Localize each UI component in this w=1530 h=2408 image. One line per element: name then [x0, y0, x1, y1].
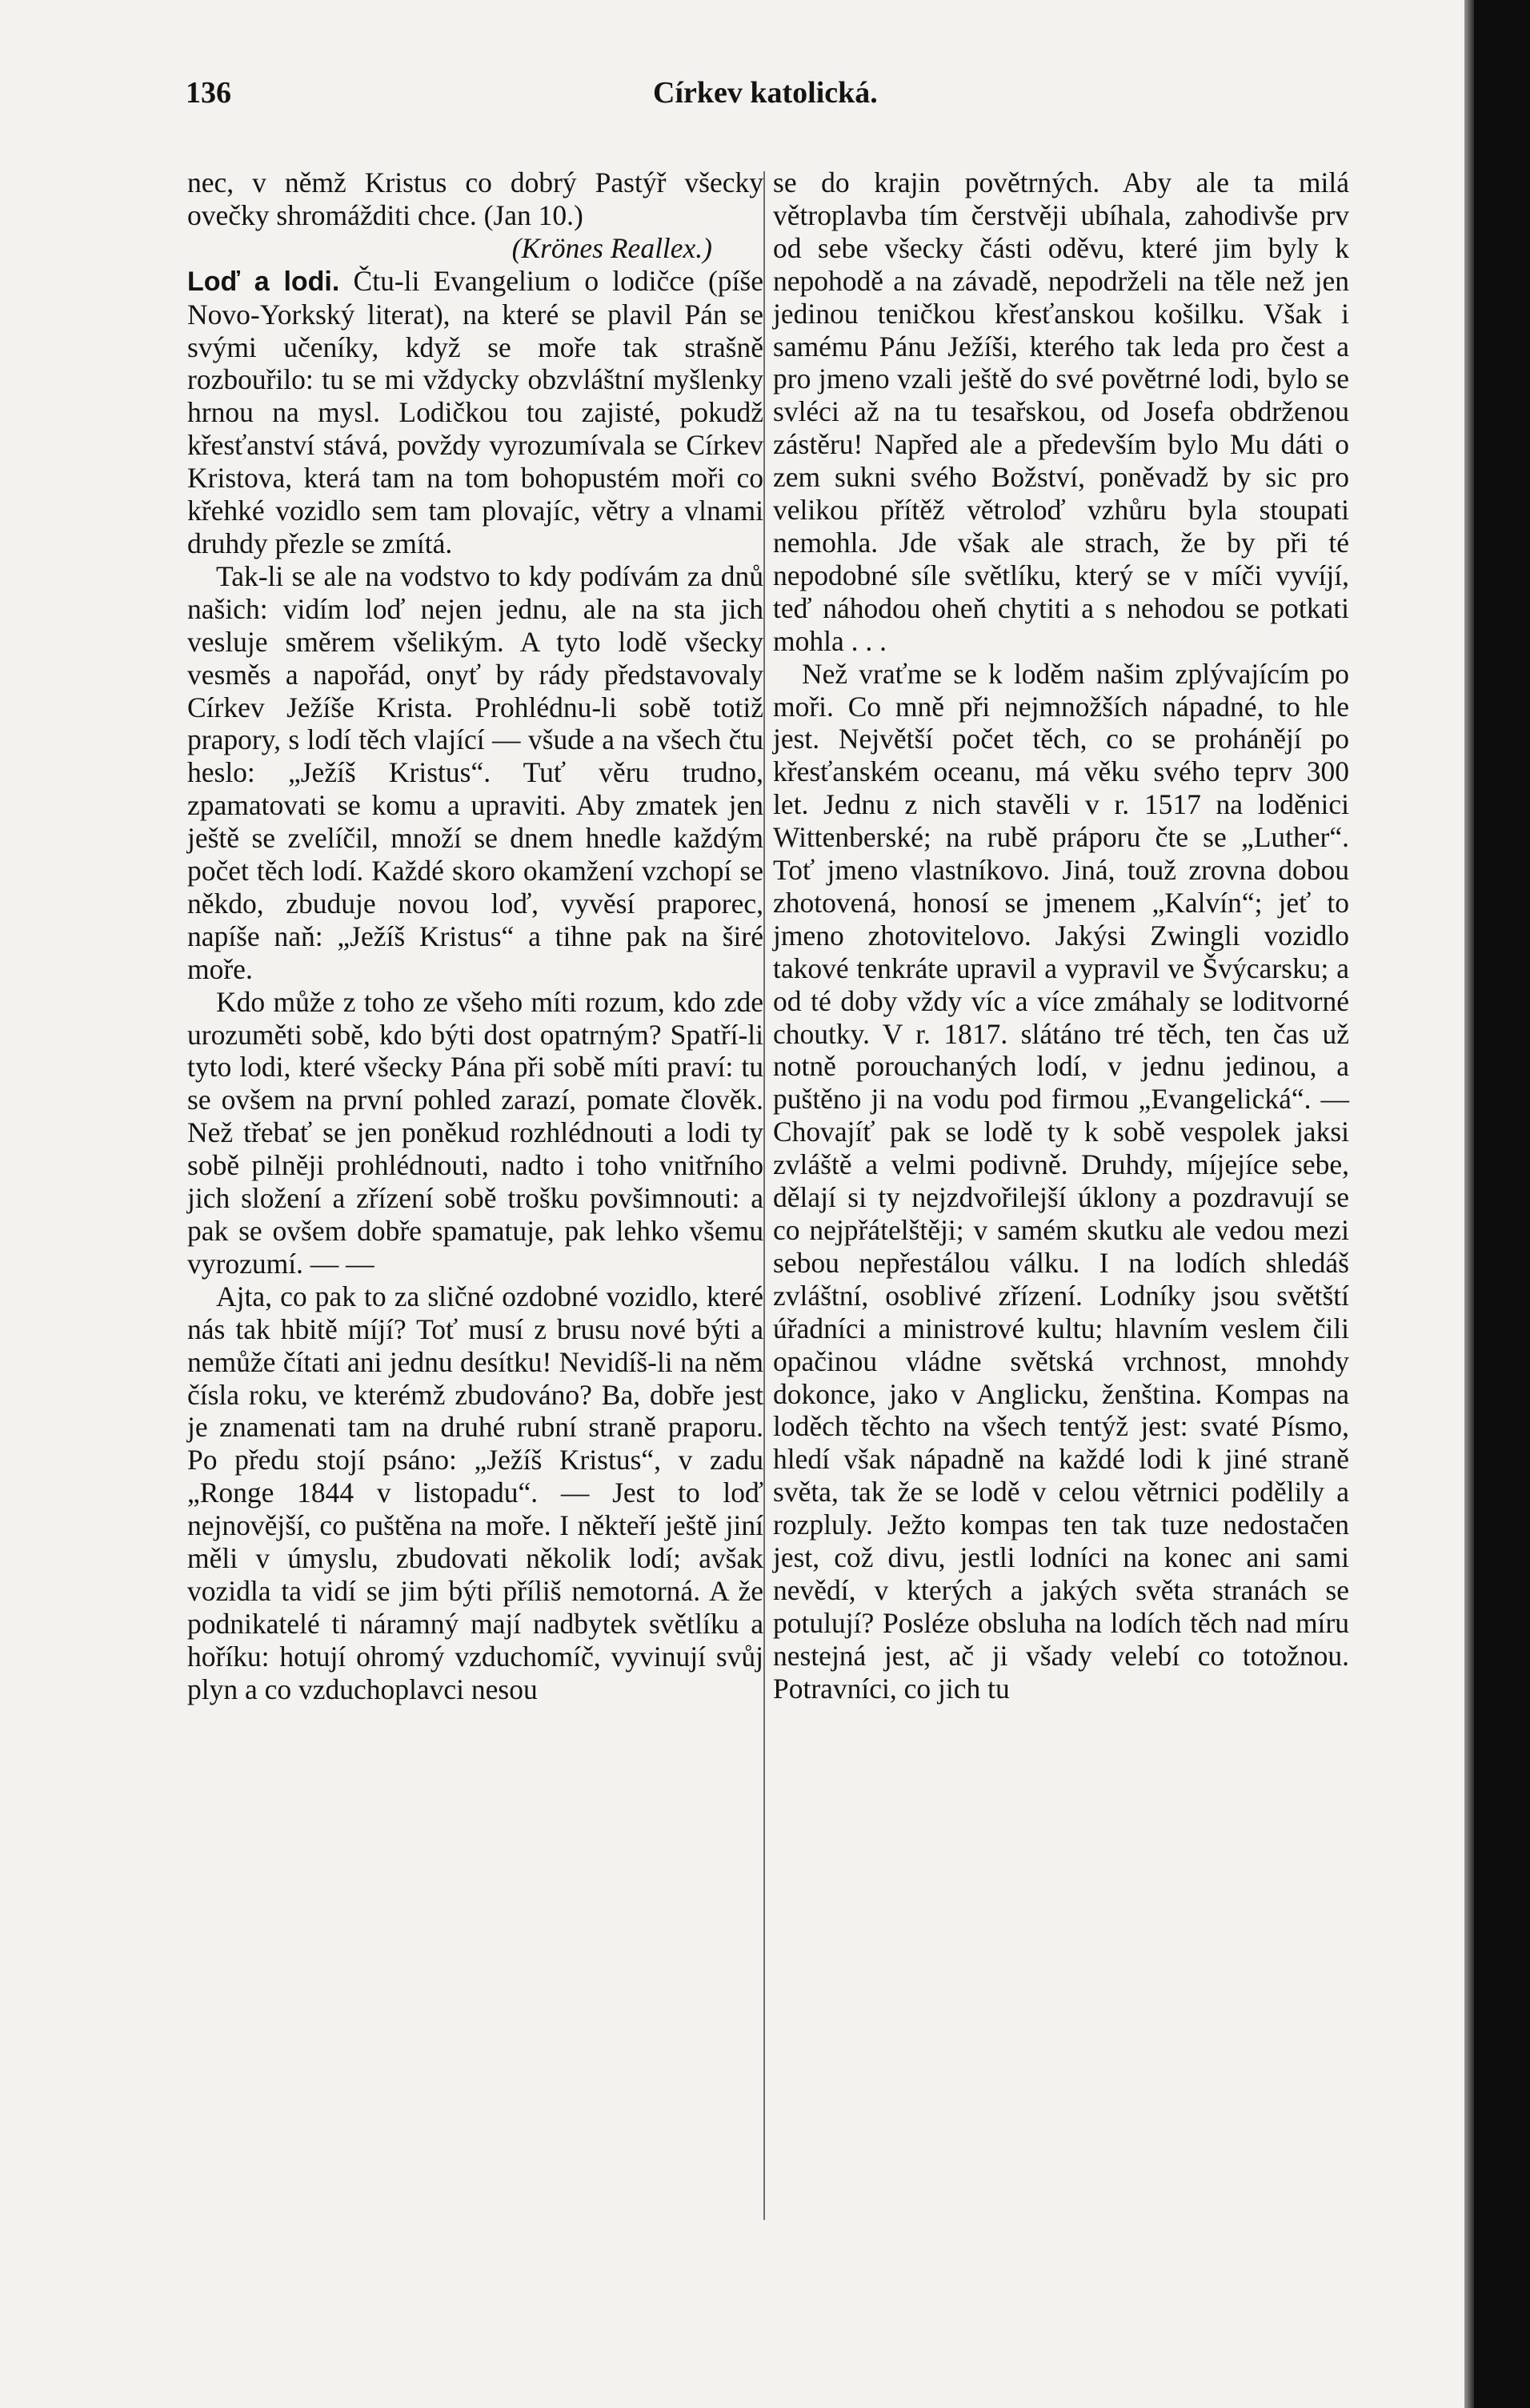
running-title: Církev katolická.	[653, 76, 878, 110]
section-heading: Loď a lodi.	[187, 266, 340, 297]
right-paragraph-2: Než vraťme se k loděm našim zplývajícím po moři. Co mně při nejmnožších nápadné, to hle jest. Největší počet těch, co se prohánějí po křesťanském oceanu, má věku svého teprv 300 let. Jednu z nich stavěli v r. 1517 na loděnici Wittenberské; na rubě práporu čte se „Luther“. Toť jmeno vlastníkovo. Jiná, touž zrovna dobou zhotovená, honosí se jmenem „Kalvín“; jeť to jmeno zhotovitelovo. Jakýsi Zwingli vozidlo takové tenkráte upravil a vypravil ve Švýcarsku; a od té doby vždy víc a více zmáhaly se loditvorné choutky. V r. 1817. slátáno tré těch, ten čas už notně porouchaných lodí, v jednu jedinou, a puštěno ji na vodu pod firmou „Evangelická“. — Chovajíť pak se lodě ty k sobě vespolek jaksi zvláště a velmi podivně. Druhdy, míjejíce sebe, dělají si ty nejzdvořilejší úklony a pozdravují se co nejpřátelštěji; v samém skutku ale vedou mezi sebou nepřestálou válku. I na lodích shledáš zvláštní, osoblivé zřízení. Lodníky jsou světští úřadníci a ministrové kultu; hlavním veslem čili opačinou vládne světská vrchnost, mnohdy dokonce, jako v Anglicku, ženština. Kompas na loděch těchto na všech tentýž jest: svaté Písmo, hledí však nápadně na každé lodi k jiné straně světa, tak že se lodě v celou větrnici podělily a rozpluly. Ježto kompas ten tak tuze nedostačen jest, což divu, jestli lodníci na konec ani sami nevědí, v kterých a jakých světa stranách se potulují? Posléze obsluha na lodích těch nad míru nestejná jest, ač ji všady velebí co totožnou. Potravníci, co jich tu	[773, 657, 1349, 1705]
left-paragraph-4: Kdo může z toho ze všeho míti rozum, kdo zde urozuměti sobě, kdo býti dost opatrným? Spatří-li tyto lodi, které všecky Pána při sobě míti praví: tu se ovšem na první pohled zarazí, pomate člověk. Než třebať se jen poněkud rozhlédnouti a lodi ty sobě pilněji prohlédnouti, nadto i toho vnitřního jich složení a zřízení sobě trošku povšimnouti: a pak se ovšem dobře spamatuje, pak lehko všemu vyrozumí. — —	[187, 985, 763, 1280]
left-paragraph-2-body: Čtu-li Evangelium o lodičce (píše Novo-Yorkský literat), na které se plavil Pán se svými učeníky, když se moře tak strašně rozbouřilo: tu se mi vždycky obzvláštní myšlenky hrnou na mysl. Lodičkou tou zajisté, pokudž křesťanství stává, povždy vyrozumívala se Církev Kristova, která tam na tom bohopustém moři co křehké vozidlo sem tam plovajíc, větry a vlnami druhdy přezle se zmítá.	[187, 264, 764, 559]
column-divider	[763, 171, 765, 2220]
page-edge-shadow	[1464, 0, 1474, 2408]
right-column	[773, 166, 1349, 1705]
left-paragraph-2	[187, 265, 763, 560]
right-paragraph-1: se do krajin povětrných. Aby ale ta milá větroplavba tím čerstvěji ubíhala, zahodivše prv od sebe všecky části oděvu, které jim byly k nepohodě a na závadě, nepodrželi na těle než jen jedinou teničkou křesťanskou košilku. Však i samému Pánu Ježíši, kterého tak leda pro čest a pro jmeno vzali ještě do své povětrné lodi, bylo se svléci až na tu tesařskou, od Josefa obdrženou zástěru! Napřed ale a především bylo Mu dáti o zem sukni svého Božství, poněvadž by sic pro velikou přítěž větroloď vzhůru byla stoupati nemohla. Jde však ale strach, že by při té nepodobné síle světlíku, který se v míči vyvíjí, teď náhodou oheň chytiti a s nehodou se potkati mohla . . .	[773, 166, 1349, 657]
scan-background	[1474, 0, 1530, 2408]
page-number: 136	[186, 76, 231, 110]
left-paragraph-5: Ajta, co pak to za sličné ozdobné vozidlo, které nás tak hbitě míjí? Toť musí z brusu nové býti a nemůže čítati ani jednu desítku! Nevidíš-li na něm čísla roku, ve kterémž zbudováno? Ba, dobře jest je znamenati tam na druhé rubní straně praporu. Po předu stojí psáno: „Ježíš Kristus“, v zadu „Ronge 1844 v listopadu“. — Jest to loď nejnovější, co puštěna na moře. I někteří ještě jiní měli v úmyslu, zbudovati několik lodí; avšak vozidla ta vidí se jim býti příliš nemotorná. A že podnikatelé ti náramný mají nadbytek světlíku a hoříku: hotují ohromý vzduchomíč, vyvinují svůj plyn a co vzduchoplavci nesou	[187, 1280, 763, 1705]
left-column	[187, 166, 763, 1706]
source-citation: (Krönes Reallex.)	[511, 231, 712, 264]
left-paragraph-3: Tak-li se ale na vodstvo to kdy podívám za dnů našich: vidím loď nejen jednu, ale na sta jich vesluje směrem všelikým. A tyto lodě všecky vesměs a napořád, onyť by rády představovaly Církev Ježíše Krista. Prohlédnu-li sobě totiž prapory, s lodí těch vlající — všude a na všech čtu heslo: „Ježíš Kristus“. Tuť věru trudno, zpamatovati se komu a upraviti. Aby zmatek jen ještě se zvelíčil, množí se dnem hnedle každým počet těch lodí. Každé skoro okamžení vzchopí se někdo, zbuduje novou loď, vyvěsí praporec, napíše naň: „Ježíš Kristus“ a tihne pak na širé moře.	[187, 559, 763, 985]
page-header	[186, 75, 1354, 115]
left-paragraph-1: nec, v němž Kristus co dobrý Pastýř všecky ovečky shromážditi chce. (Jan 10.)	[187, 166, 763, 231]
